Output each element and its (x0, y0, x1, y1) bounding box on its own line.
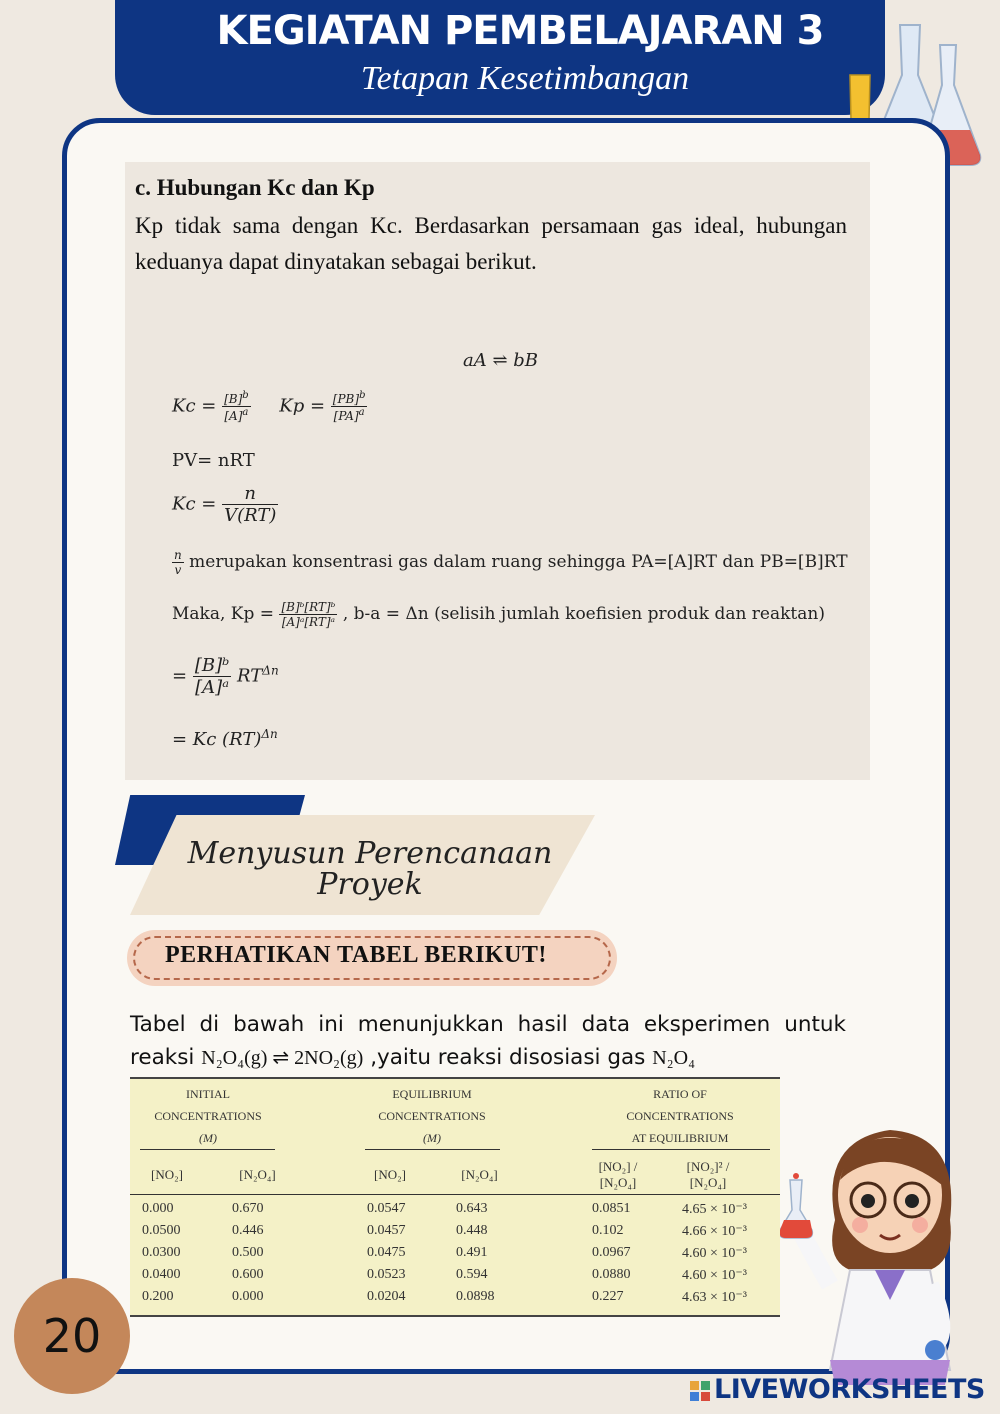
banner-line-1: Menyusun Perencanaan (187, 836, 553, 871)
n-over-v-fraction (172, 548, 184, 577)
group-header-initial (138, 1083, 278, 1149)
group-initial-l2: CONCENTRATIONS (154, 1109, 262, 1123)
eq1-denominator: [A]ᵃ (195, 677, 229, 698)
group-ratio-l1: RATIO OF (653, 1087, 707, 1101)
table-cell: 0.448 (456, 1223, 488, 1238)
maka-fraction (279, 600, 337, 629)
kc-denominator: [A] (224, 409, 243, 423)
table-cell: 0.0851 (592, 1201, 631, 1216)
table-cell: 0.0500 (142, 1223, 181, 1238)
instruction-pill-label: PERHATIKAN TABEL BERIKUT! (165, 942, 547, 968)
col-header-ratio-1: [NO₂] / [N₂O₄] (598, 1159, 638, 1190)
maka-numerator: [B]ᵇ[RT]ᵇ (281, 600, 336, 614)
eq1-numerator: [B]ᵇ (194, 655, 230, 676)
table-cell: 0.0300 (142, 1245, 181, 1260)
n-over-v-line (172, 548, 848, 577)
table-cell: 0.227 (592, 1289, 624, 1304)
equilibrium-data-table (130, 1077, 780, 1317)
nv-numerator: n (174, 548, 182, 562)
kp-fraction (331, 390, 368, 423)
kc-numerator-exp: b (242, 390, 249, 401)
group-ratio-l2: CONCENTRATIONS (626, 1109, 734, 1123)
group-rule-equilibrium (365, 1149, 500, 1150)
nv-denominator: v (174, 563, 182, 577)
group-equilibrium-l1: EQUILIBRIUM (392, 1087, 472, 1101)
table-cell: 0.200 (142, 1289, 174, 1304)
table-cell: 0.446 (232, 1223, 264, 1238)
nv-text: merupakan konsentrasi gas dalam ruang sehingga PA=[A]RT dan PB=[B]RT (189, 552, 848, 572)
group-header-ratio (600, 1083, 760, 1149)
group-rule-initial (140, 1149, 275, 1150)
section-banner-title (175, 838, 565, 900)
group-rule-ratio (592, 1149, 770, 1150)
banner-line-2: Proyek (317, 867, 423, 902)
eq1-fraction (193, 655, 231, 698)
kc-label: Kc = (172, 395, 217, 417)
kc2-denominator: V(RT) (224, 505, 277, 526)
liveworksheets-watermark (690, 1374, 985, 1405)
table-cell: 4.66 × 10⁻³ (682, 1224, 747, 1239)
table-cell: 0.0400 (142, 1267, 181, 1282)
table-cell: 0.491 (456, 1245, 488, 1260)
eq2-body: = Kc (RT) (172, 729, 262, 750)
liveworksheets-logo-icon (690, 1381, 710, 1401)
kc-kp-definitions (172, 390, 367, 423)
page-title: KEGIATAN PEMBELAJARAN 3 (216, 8, 824, 54)
intro-text-1: Tabel di bawah ini menunjukkan hasil data eksperimen untuk reaksi (130, 1012, 846, 1070)
section-heading: c. Hubungan Kc dan Kp (135, 175, 375, 200)
table-cell: 4.60 × 10⁻³ (682, 1268, 747, 1283)
kp-label: Kp = (279, 395, 326, 417)
header-rule (130, 1194, 780, 1195)
table-cell: 0.0457 (367, 1223, 406, 1238)
kp-denominator: [PA] (333, 409, 359, 423)
ideal-gas-law: PV= nRT (172, 450, 255, 471)
group-ratio-l3: AT EQUILIBRIUM (631, 1131, 729, 1145)
page-number-badge: 20 (14, 1278, 130, 1394)
kc-fraction (222, 390, 251, 423)
kp-numerator-exp: b (359, 390, 366, 401)
watermark-text: LIVEWORKSHEETS (714, 1374, 985, 1405)
maka-denominator: [A]ᵃ[RT]ᵃ (281, 615, 336, 629)
table-cell: 4.60 × 10⁻³ (682, 1246, 747, 1261)
table-cell: 0.0898 (456, 1289, 495, 1304)
group-header-equilibrium (362, 1083, 502, 1149)
section-paragraph: Kp tidak sama dengan Kc. Berdasarkan persamaan gas ideal, hubungan keduanya dapat dinyatakan sebagai berikut. (135, 213, 847, 274)
table-cell: 0.0967 (592, 1245, 631, 1260)
kc-denominator-exp: a (242, 407, 249, 418)
table-cell: 0.0547 (367, 1201, 406, 1216)
eq1-exponent: Δn (262, 663, 279, 678)
table-cell: 0.0204 (367, 1289, 406, 1304)
table-cell: 0.0523 (367, 1267, 406, 1282)
table-cell: 0.600 (232, 1267, 264, 1282)
equation-step-1 (172, 655, 279, 698)
table-cell: 4.63 × 10⁻³ (682, 1290, 747, 1305)
group-equilibrium-l3: (M) (423, 1131, 441, 1145)
maka-suffix: , b-a = Δn (selisih jumlah koefisien produk dan reaktan) (342, 604, 825, 624)
maka-prefix: Maka, Kp = (172, 604, 275, 624)
table-cell: 0.102 (592, 1223, 624, 1238)
reaction-equation: aA ⇌ bB (463, 350, 539, 371)
eq2-exponent: Δn (261, 727, 278, 741)
header-banner (115, 0, 885, 115)
equation-step-2 (172, 727, 278, 750)
group-initial-l3: (M) (199, 1131, 217, 1145)
kc-nvrt (172, 483, 278, 526)
table-cell: 0.594 (456, 1267, 488, 1282)
eq1-prefix: = (172, 665, 188, 687)
table-cell: 0.500 (232, 1245, 264, 1260)
maka-line (172, 600, 825, 629)
table-cell: 0.000 (142, 1201, 174, 1216)
table-cell: 0.000 (232, 1289, 264, 1304)
col-header-eq-no2: [NO₂] (374, 1167, 406, 1182)
col-header-ratio-2: [NO₂]² / [N₂O₄] (686, 1159, 730, 1190)
intro-reaction: N₂O₄(g) ⇌ 2NO₂(g) (201, 1047, 364, 1069)
table-cell: 0.0880 (592, 1267, 631, 1282)
kc2-numerator: n (222, 483, 278, 505)
group-equilibrium-l2: CONCENTRATIONS (378, 1109, 486, 1123)
table-intro (130, 1008, 846, 1075)
col-header-initial-no2: [NO₂] (151, 1167, 183, 1182)
intro-text-2: ,yaitu reaksi disosiasi gas (370, 1045, 646, 1070)
kp-denominator-exp: a (358, 407, 365, 418)
kc2-label: Kc = (172, 493, 217, 515)
table-cell: 4.65 × 10⁻³ (682, 1202, 747, 1217)
eq1-suffix: RT (237, 665, 263, 687)
scientist-girl-illustration-icon (780, 1100, 990, 1400)
col-header-eq-n2o4: [N₂O₄] (461, 1167, 498, 1182)
page-subtitle: Tetapan Kesetimbangan (360, 60, 690, 97)
kc-numerator: [B] (224, 392, 243, 406)
kc2-fraction (222, 483, 278, 526)
kp-numerator: [PB] (332, 392, 360, 406)
table-cell: 0.0475 (367, 1245, 406, 1260)
group-initial-l1: INITIAL (186, 1087, 230, 1101)
col-header-initial-n2o4: [N₂O₄] (239, 1167, 276, 1182)
table-cell: 0.643 (456, 1201, 488, 1216)
table-cell: 0.670 (232, 1201, 264, 1216)
intro-gas: N₂O₄ (652, 1047, 696, 1069)
